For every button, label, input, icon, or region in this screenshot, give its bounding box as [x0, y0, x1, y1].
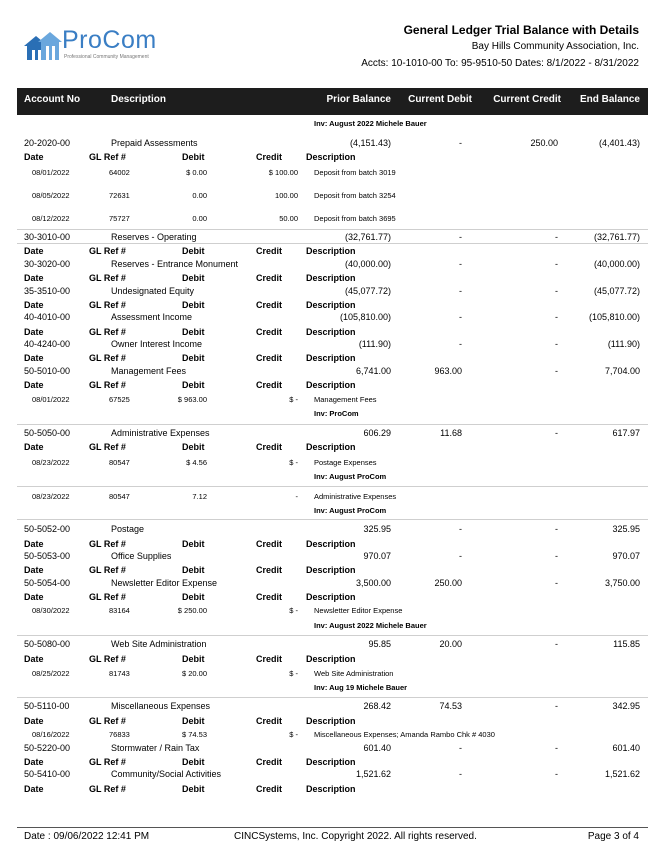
- detail-date: 08/23/2022: [32, 492, 70, 501]
- detail-header-gl-ref: GL Ref #: [89, 327, 126, 337]
- detail-date: 08/23/2022: [32, 458, 70, 467]
- account-description: Postage: [111, 524, 145, 534]
- prior-balance: (32,761.77): [344, 232, 391, 242]
- table-row: [0, 151, 665, 163]
- prior-balance: 970.07: [363, 551, 391, 561]
- detail-header-credit: Credit: [256, 300, 283, 310]
- table-row: [0, 668, 665, 680]
- detail-description: Web Site Administration: [314, 669, 394, 678]
- account-description: Reserves - Operating: [111, 232, 197, 242]
- current-debit: -: [459, 743, 462, 753]
- col-prior-balance: Prior Balance: [326, 94, 391, 105]
- current-debit: -: [459, 551, 462, 561]
- detail-header-debit: Debit: [182, 300, 205, 310]
- detail-header-credit: Credit: [256, 273, 283, 283]
- invoice-note: Inv: August 2022 Michele Bauer: [314, 119, 427, 128]
- account-description: Undesignated Equity: [111, 286, 195, 296]
- prior-balance: 6,741.00: [355, 366, 391, 376]
- detail-header-gl-ref: GL Ref #: [89, 784, 126, 794]
- detail-date: 08/25/2022: [32, 669, 70, 678]
- detail-header-debit: Debit: [182, 757, 205, 767]
- detail-header-date: Date: [24, 592, 44, 602]
- detail-gl-ref: 67525: [109, 395, 130, 404]
- footer-date: Date : 09/06/2022 12:41 PM: [24, 831, 150, 842]
- detail-description: Postage Expenses: [314, 458, 377, 467]
- detail-gl-ref: 81743: [109, 669, 130, 678]
- detail-header-gl-ref: GL Ref #: [89, 565, 126, 575]
- table-row: [0, 272, 665, 284]
- detail-header-gl-ref: GL Ref #: [89, 380, 126, 390]
- detail-header-date: Date: [24, 757, 44, 767]
- invoice-note: Inv: August ProCom: [314, 506, 387, 515]
- table-row: [0, 394, 665, 406]
- report-title: General Ledger Trial Balance with Details: [403, 23, 639, 37]
- detail-credit: $ -: [289, 669, 298, 678]
- detail-header-date: Date: [24, 442, 44, 452]
- detail-debit: $ 4.56: [186, 458, 207, 467]
- detail-header-debit: Debit: [182, 246, 205, 256]
- table-row: [0, 299, 665, 311]
- account-description: Web Site Administration: [111, 639, 207, 649]
- table-row: [0, 167, 665, 179]
- detail-gl-ref: 64002: [109, 168, 130, 177]
- detail-header-description: Description: [306, 246, 356, 256]
- table-row: [0, 564, 665, 576]
- detail-description: Deposit from batch 3019: [314, 168, 396, 177]
- invoice-note: Inv: August ProCom: [314, 472, 387, 481]
- detail-gl-ref: 72631: [109, 191, 130, 200]
- detail-header-credit: Credit: [256, 716, 283, 726]
- detail-credit: 50.00: [279, 214, 298, 223]
- detail-credit: $ -: [289, 730, 298, 739]
- detail-header-date: Date: [24, 246, 44, 256]
- end-balance: 325.95: [612, 524, 640, 534]
- table-row: [0, 245, 665, 257]
- table-row: [0, 729, 665, 741]
- detail-header-credit: Credit: [256, 654, 283, 664]
- detail-header-description: Description: [306, 716, 356, 726]
- detail-credit: $ -: [289, 606, 298, 615]
- detail-credit: $ -: [289, 395, 298, 404]
- detail-header-gl-ref: GL Ref #: [89, 353, 126, 363]
- table-row: [0, 550, 665, 562]
- footer-page-number: Page 3 of 4: [587, 831, 639, 842]
- detail-header-date: Date: [24, 539, 44, 549]
- detail-gl-ref: 80547: [109, 458, 130, 467]
- account-description: Management Fees: [111, 366, 187, 376]
- detail-header-debit: Debit: [182, 592, 205, 602]
- table-row: [0, 591, 665, 603]
- end-balance: 601.40: [612, 743, 640, 753]
- table-row: [0, 620, 665, 632]
- detail-gl-ref: 76833: [109, 730, 130, 739]
- prior-balance: 95.85: [368, 639, 391, 649]
- prior-balance: 268.42: [363, 701, 391, 711]
- detail-header-date: Date: [24, 353, 44, 363]
- invoice-note: Inv: ProCom: [314, 409, 359, 418]
- row-divider: [17, 486, 648, 487]
- detail-debit: $ 20.00: [181, 669, 207, 678]
- row-divider: [17, 697, 648, 698]
- detail-header-description: Description: [306, 273, 356, 283]
- detail-header-credit: Credit: [256, 592, 283, 602]
- detail-header-description: Description: [306, 353, 356, 363]
- current-credit: -: [555, 769, 558, 779]
- detail-header-debit: Debit: [182, 353, 205, 363]
- end-balance: 617.97: [612, 428, 640, 438]
- detail-debit: $ 0.00: [186, 168, 207, 177]
- table-row: [0, 756, 665, 768]
- prior-balance: (105,810.00): [339, 312, 391, 322]
- prior-balance: 1,521.62: [355, 769, 391, 779]
- detail-date: 08/12/2022: [32, 214, 70, 223]
- account-number: 40-4240-00: [24, 339, 71, 349]
- detail-header-date: Date: [24, 565, 44, 575]
- account-number: 50-5050-00: [24, 428, 71, 438]
- table-row: [0, 638, 665, 650]
- current-credit: -: [555, 232, 558, 242]
- account-number: 50-5110-00: [24, 701, 70, 711]
- detail-date: 08/16/2022: [32, 730, 70, 739]
- end-balance: 970.07: [612, 551, 640, 561]
- row-divider: [17, 519, 648, 520]
- table-row: [0, 311, 665, 323]
- account-description: Office Supplies: [111, 551, 172, 561]
- current-debit: -: [459, 312, 462, 322]
- detail-header-gl-ref: GL Ref #: [89, 592, 126, 602]
- footer-divider: [17, 827, 648, 828]
- current-debit: 74.53: [439, 701, 462, 711]
- detail-gl-ref: 75727: [109, 214, 130, 223]
- current-debit: -: [459, 339, 462, 349]
- detail-header-credit: Credit: [256, 442, 283, 452]
- footer-copyright: CINCSystems, Inc. Copyright 2022. All rights reserved.: [234, 831, 477, 842]
- logo-wordmark: ProCom: [62, 26, 157, 54]
- current-debit: -: [459, 232, 462, 242]
- account-number: 50-5220-00: [24, 743, 71, 753]
- current-credit: -: [555, 701, 558, 711]
- table-row: [0, 715, 665, 727]
- detail-header-credit: Credit: [256, 380, 283, 390]
- detail-credit: $ -: [289, 458, 298, 467]
- report-range: Accts: 10-1010-00 To: 95-9510-50 Dates: 8/1/2022 - 8/31/2022: [361, 58, 639, 69]
- account-number: 35-3510-00: [24, 286, 71, 296]
- table-row: [0, 700, 665, 712]
- end-balance: (111.90): [607, 339, 640, 349]
- account-number: 30-3010-00: [24, 232, 71, 242]
- account-description: Stormwater / Rain Tax: [111, 743, 200, 753]
- detail-description: Deposit from batch 3695: [314, 214, 396, 223]
- detail-header-debit: Debit: [182, 654, 205, 664]
- col-current-credit: Current Credit: [493, 94, 561, 105]
- current-debit: 963.00: [434, 366, 462, 376]
- detail-debit: 7.12: [192, 492, 207, 501]
- detail-header-gl-ref: GL Ref #: [89, 654, 126, 664]
- end-balance: (40,000.00): [593, 259, 640, 269]
- row-divider: [17, 424, 648, 425]
- account-description: Newsletter Editor Expense: [111, 578, 218, 588]
- table-row: [0, 441, 665, 453]
- detail-date: 08/01/2022: [32, 395, 70, 404]
- detail-description: Administrative Expenses: [314, 492, 397, 501]
- account-number: 50-5080-00: [24, 639, 71, 649]
- current-debit: -: [459, 286, 462, 296]
- detail-header-date: Date: [24, 300, 44, 310]
- table-row: [0, 538, 665, 550]
- account-description: Assessment Income: [111, 312, 193, 322]
- detail-header-debit: Debit: [182, 565, 205, 575]
- table-row: [0, 505, 665, 517]
- current-credit: -: [555, 428, 558, 438]
- account-description: Administrative Expenses: [111, 428, 210, 438]
- table-row: [0, 258, 665, 270]
- detail-header-description: Description: [306, 327, 356, 337]
- detail-header-date: Date: [24, 784, 44, 794]
- detail-header-date: Date: [24, 152, 44, 162]
- table-row: [0, 285, 665, 297]
- account-description: Owner Interest Income: [111, 339, 203, 349]
- table-row: [0, 457, 665, 469]
- end-balance: (45,077.72): [593, 286, 640, 296]
- detail-header-debit: Debit: [182, 784, 205, 794]
- detail-header-credit: Credit: [256, 757, 283, 767]
- table-row: [0, 408, 665, 420]
- account-number: 50-5054-00: [24, 578, 71, 588]
- detail-header-description: Description: [306, 539, 356, 549]
- col-description: Description: [111, 94, 167, 105]
- current-credit: -: [555, 312, 558, 322]
- table-row: [0, 653, 665, 665]
- table-row: [0, 682, 665, 694]
- current-debit: 20.00: [439, 639, 462, 649]
- table-row: [0, 352, 665, 364]
- table-row: [0, 605, 665, 617]
- account-description: Community/Social Activities: [111, 769, 222, 779]
- table-row: [0, 491, 665, 503]
- detail-header-description: Description: [306, 757, 356, 767]
- end-balance: 3,750.00: [604, 578, 640, 588]
- prior-balance: 325.95: [363, 524, 391, 534]
- detail-date: 08/01/2022: [32, 168, 70, 177]
- current-credit: -: [555, 366, 558, 376]
- table-row: [0, 379, 665, 391]
- prior-balance: (111.90): [358, 339, 391, 349]
- detail-header-description: Description: [306, 654, 356, 664]
- detail-header-date: Date: [24, 716, 44, 726]
- detail-description: Deposit from batch 3254: [314, 191, 396, 200]
- detail-debit: $ 250.00: [177, 606, 207, 615]
- prior-balance: 3,500.00: [355, 578, 391, 588]
- table-row: [0, 326, 665, 338]
- end-balance: (32,761.77): [593, 232, 640, 242]
- logo-tagline: Professional Community Management: [64, 54, 149, 60]
- procom-logo: [22, 22, 162, 67]
- end-balance: (4,401.43): [598, 138, 640, 148]
- detail-description: Management Fees: [314, 395, 377, 404]
- table-row: [0, 471, 665, 483]
- detail-date: 08/30/2022: [32, 606, 70, 615]
- current-credit: -: [555, 639, 558, 649]
- detail-header-gl-ref: GL Ref #: [89, 757, 126, 767]
- detail-header-gl-ref: GL Ref #: [89, 716, 126, 726]
- detail-header-gl-ref: GL Ref #: [89, 273, 126, 283]
- detail-header-date: Date: [24, 327, 44, 337]
- account-number: 50-5010-00: [24, 366, 71, 376]
- detail-header-gl-ref: GL Ref #: [89, 539, 126, 549]
- detail-header-credit: Credit: [256, 327, 283, 337]
- detail-header-credit: Credit: [256, 152, 283, 162]
- detail-header-debit: Debit: [182, 539, 205, 549]
- account-number: 50-5410-00: [24, 769, 71, 779]
- table-row: [0, 783, 665, 795]
- detail-header-date: Date: [24, 273, 44, 283]
- detail-credit: 100.00: [275, 191, 298, 200]
- detail-header-gl-ref: GL Ref #: [89, 442, 126, 452]
- current-credit: -: [555, 578, 558, 588]
- prior-balance: (45,077.72): [344, 286, 391, 296]
- row-divider: [17, 229, 648, 230]
- account-number: 50-5052-00: [24, 524, 71, 534]
- detail-header-description: Description: [306, 565, 356, 575]
- current-debit: -: [459, 524, 462, 534]
- current-debit: 250.00: [434, 578, 462, 588]
- detail-credit: -: [295, 492, 298, 501]
- detail-header-debit: Debit: [182, 380, 205, 390]
- current-debit: -: [459, 769, 462, 779]
- end-balance: 342.95: [612, 701, 640, 711]
- account-description: Reserves - Entrance Monument: [111, 259, 239, 269]
- detail-header-credit: Credit: [256, 246, 283, 256]
- detail-header-debit: Debit: [182, 442, 205, 452]
- end-balance: 115.85: [613, 639, 640, 649]
- detail-gl-ref: 80547: [109, 492, 130, 501]
- table-row: [0, 137, 665, 149]
- current-credit: 250.00: [530, 138, 558, 148]
- current-debit: -: [459, 138, 462, 148]
- account-number: 30-3020-00: [24, 259, 71, 269]
- prior-balance: (40,000.00): [344, 259, 391, 269]
- table-row: [0, 190, 665, 202]
- detail-header-credit: Credit: [256, 784, 283, 794]
- detail-debit: 0.00: [192, 191, 207, 200]
- col-end-balance: End Balance: [579, 94, 640, 105]
- table-row: [0, 338, 665, 350]
- account-description: Miscellaneous Expenses: [111, 701, 211, 711]
- detail-header-date: Date: [24, 380, 44, 390]
- detail-debit: $ 74.53: [181, 730, 207, 739]
- account-number: 40-4010-00: [24, 312, 71, 322]
- current-credit: -: [555, 524, 558, 534]
- detail-header-description: Description: [306, 380, 356, 390]
- current-debit: 11.68: [440, 428, 462, 438]
- current-credit: -: [555, 259, 558, 269]
- detail-header-credit: Credit: [256, 539, 283, 549]
- row-divider: [17, 243, 648, 244]
- table-row: [0, 768, 665, 780]
- detail-header-debit: Debit: [182, 152, 205, 162]
- detail-header-debit: Debit: [182, 327, 205, 337]
- account-description: Prepaid Assessments: [111, 138, 198, 148]
- table-row: [0, 118, 665, 130]
- detail-date: 08/05/2022: [32, 191, 70, 200]
- detail-description: Miscellaneous Expenses; Amanda Rambo Chk # 4030: [314, 730, 495, 739]
- detail-gl-ref: 83164: [109, 606, 130, 615]
- table-row: [0, 427, 665, 439]
- detail-debit: $ 963.00: [177, 395, 207, 404]
- table-row: [0, 577, 665, 589]
- detail-header-debit: Debit: [182, 716, 205, 726]
- detail-description: Newsletter Editor Expense: [314, 606, 403, 615]
- current-credit: -: [555, 339, 558, 349]
- detail-header-description: Description: [306, 442, 356, 452]
- end-balance: 7,704.00: [604, 366, 640, 376]
- end-balance: 1,521.62: [604, 769, 640, 779]
- detail-header-description: Description: [306, 592, 356, 602]
- current-credit: -: [555, 286, 558, 296]
- detail-credit: $ 100.00: [268, 168, 298, 177]
- detail-header-gl-ref: GL Ref #: [89, 152, 126, 162]
- invoice-note: Inv: Aug 19 Michele Bauer: [314, 683, 408, 692]
- current-debit: -: [459, 259, 462, 269]
- current-credit: -: [555, 551, 558, 561]
- detail-header-gl-ref: GL Ref #: [89, 246, 126, 256]
- current-credit: -: [555, 743, 558, 753]
- detail-header-date: Date: [24, 654, 44, 664]
- table-row: [0, 523, 665, 535]
- association-name: Bay Hills Community Association, Inc.: [471, 41, 639, 52]
- table-header: [17, 88, 648, 115]
- account-number: 50-5053-00: [24, 551, 71, 561]
- detail-header-description: Description: [306, 300, 356, 310]
- detail-debit: 0.00: [192, 214, 207, 223]
- col-current-debit: Current Debit: [408, 94, 472, 105]
- prior-balance: 606.29: [363, 428, 391, 438]
- detail-header-description: Description: [306, 784, 356, 794]
- table-row: [0, 365, 665, 377]
- house-logo-icon: [22, 28, 62, 62]
- table-row: [0, 742, 665, 754]
- prior-balance: 601.40: [363, 743, 391, 753]
- col-account-no: Account No: [24, 94, 81, 105]
- detail-header-credit: Credit: [256, 353, 283, 363]
- table-row: [0, 231, 665, 243]
- account-number: 20-2020-00: [24, 138, 71, 148]
- table-row: [0, 213, 665, 225]
- detail-header-credit: Credit: [256, 565, 283, 575]
- end-balance: (105,810.00): [588, 312, 640, 322]
- invoice-note: Inv: August 2022 Michele Bauer: [314, 621, 427, 630]
- row-divider: [17, 635, 648, 636]
- prior-balance: (4,151.43): [349, 138, 391, 148]
- detail-header-description: Description: [306, 152, 356, 162]
- detail-header-gl-ref: GL Ref #: [89, 300, 126, 310]
- detail-header-debit: Debit: [182, 273, 205, 283]
